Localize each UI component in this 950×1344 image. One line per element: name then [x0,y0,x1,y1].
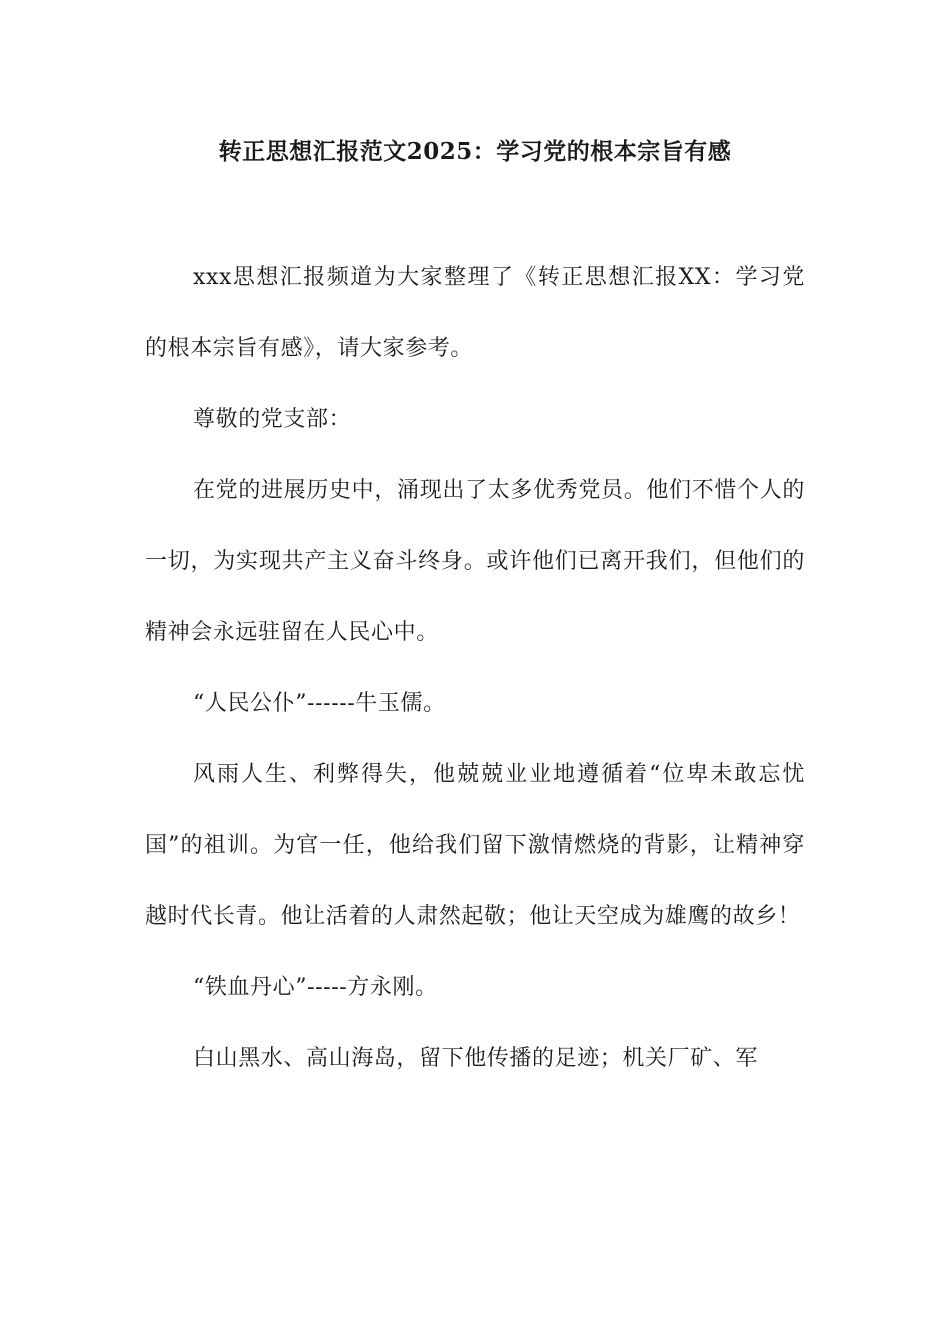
paragraph-fang-yonggang-story: 白山黑水、高山海岛，留下他传播的足迹；机关厂矿、军 [193,1046,759,1071]
paragraph-salutation: 尊敬的党支部： [193,407,352,432]
document-title: 转正思想汇报范文2025：学习党的根本宗旨有感 [218,138,732,165]
paragraph-niu-yuru-story: 风雨人生、利弊得失，他兢兢业业地遵循着“位卑未敢忘忧国”的祖训。为官一任，他给我们留下激情燃烧的背影，让精神穿越时代长青。他让活着的人肃然起敬；他让天空成为雄鹰的故乡！ [145,762,805,929]
paragraph-quote-niu-yuru: “人民公仆”------牛玉儒。 [193,691,446,716]
document-body [145,242,805,1094]
paragraph-intro: xxx思想汇报频道为大家整理了《转正思想汇报XX：学习党的根本宗旨有感》，请大家参考。 [145,265,805,361]
paragraph-history: 在党的进展历史中，涌现出了太多优秀党员。他们不惜个人的一切，为实现共产主义奋斗终身。或许他们已离开我们，但他们的精神会永远驻留在人民心中。 [145,478,805,645]
paragraph-quote-fang-yonggang: “铁血丹心”-----方永刚。 [193,975,438,1000]
